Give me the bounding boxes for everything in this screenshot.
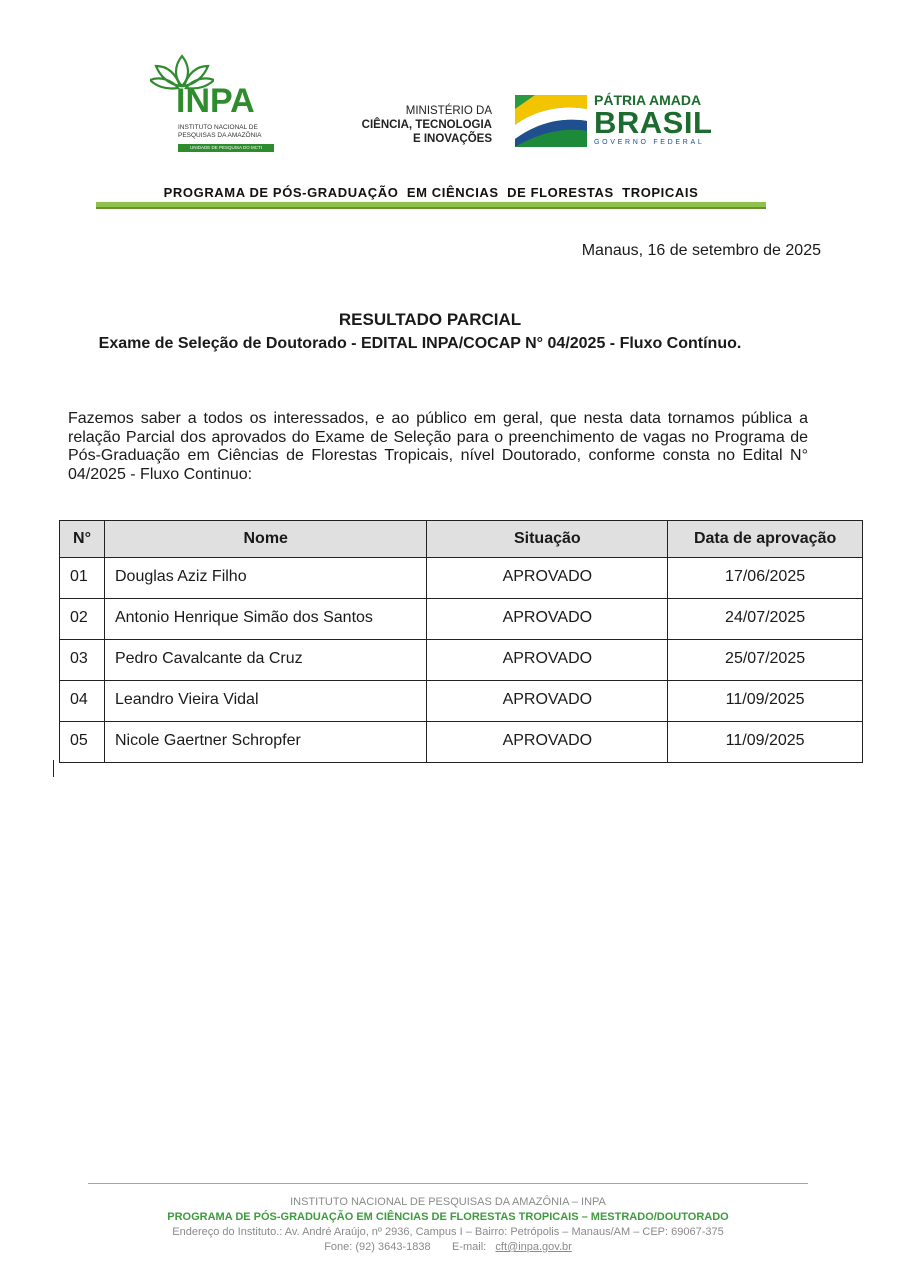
gov-line-1: PÁTRIA AMADA: [594, 92, 702, 108]
gov-line-3: GOVERNO FEDERAL: [594, 139, 705, 146]
footer-email-label: E-mail:: [452, 1241, 487, 1253]
cell-num: 02: [60, 599, 105, 640]
brazil-flag-icon: [515, 95, 587, 147]
text-cursor: [53, 760, 54, 777]
footer-program: PROGRAMA DE PÓS-GRADUAÇÃO EM CIÊNCIAS DE FLORESTAS TROPICAIS – MESTRADO/DOUTORADO: [167, 1211, 729, 1223]
cell-name: Pedro Cavalcante da Cruz: [104, 640, 427, 681]
cell-name: Nicole Gaertner Schropfer: [104, 722, 427, 763]
cell-date: 17/06/2025: [668, 558, 863, 599]
header-status: Situação: [427, 521, 668, 558]
table-header-row: [60, 521, 863, 558]
footer-contact: [88, 1240, 808, 1255]
inpa-tagline: UNIDADE DE PESQUISA DO MCTI: [178, 144, 274, 152]
document-subheading: Exame de Seleção de Doutorado - EDITAL INPA/COCAP N° 04/2025 - Fluxo Contínuo.: [98, 335, 742, 352]
cell-date: 25/07/2025: [668, 640, 863, 681]
gov-line-2: BRASIL: [594, 105, 713, 140]
cell-name: Leandro Vieira Vidal: [104, 681, 427, 722]
government-logo-text: [594, 93, 724, 148]
intro-paragraph: Fazemos saber a todos os interessados, e ao público em geral, que nesta data tornamos pública a relação Parcial dos aprovados do Exame de Seleção para o preenchimento de vagas no Programa de Pós-Graduação em Ciências de Florestas Tropicais, nível Doutorado, conforme consta no Edital N° 04/2025 - Fluxo Continuo:: [68, 410, 808, 483]
program-title: PROGRAMA DE PÓS-GRADUAÇÃO EM CIÊNCIAS DE FLORESTAS TROPICAIS: [163, 185, 699, 200]
cell-status: APROVADO: [427, 722, 668, 763]
document-date: Manaus, 16 de setembro de 2025: [581, 242, 821, 259]
header-date: Data de aprovação: [668, 521, 863, 558]
footer-institute: INSTITUTO NACIONAL DE PESQUISAS DA AMAZÔNIA – INPA: [290, 1196, 606, 1208]
cell-status: APROVADO: [427, 599, 668, 640]
cell-status: APROVADO: [427, 681, 668, 722]
ministry-line-2: CIÊNCIA, TECNOLOGIA: [361, 119, 492, 131]
cell-name: Antonio Henrique Simão dos Santos: [104, 599, 427, 640]
cell-name: Douglas Aziz Filho: [104, 558, 427, 599]
program-divider-shadow: [96, 207, 766, 209]
cell-date: 11/09/2025: [668, 681, 863, 722]
footer: [88, 1195, 808, 1255]
inpa-subtitle: INSTITUTO NACIONAL DE PESQUISAS DA AMAZÔNIA: [178, 124, 262, 139]
results-table: [59, 520, 863, 763]
document-heading: RESULTADO PARCIAL: [338, 310, 522, 329]
ministry-line-3: E INOVAÇÕES: [412, 133, 492, 145]
table-row: [60, 640, 863, 681]
cell-status: APROVADO: [427, 558, 668, 599]
cell-num: 04: [60, 681, 105, 722]
cell-num: 01: [60, 558, 105, 599]
footer-divider: [88, 1183, 808, 1184]
cell-num: 03: [60, 640, 105, 681]
cell-num: 05: [60, 722, 105, 763]
inpa-wordmark: INPA: [176, 82, 255, 120]
header-name: Nome: [104, 521, 427, 558]
table-row: [60, 558, 863, 599]
ministry-line-1: MINISTÉRIO DA: [405, 105, 492, 117]
footer-address: Endereço do Instituto.: Av. André Araújo, nº 2936, Campus I – Bairro: Petrópolis – Manaus/AM – CEP: 69067-375: [172, 1226, 724, 1238]
footer-phone: Fone: (92) 3643-1838: [324, 1241, 431, 1253]
cell-date: 11/09/2025: [668, 722, 863, 763]
table-row: [60, 722, 863, 763]
inpa-logo: [150, 52, 280, 156]
table-row: [60, 681, 863, 722]
cell-date: 24/07/2025: [668, 599, 863, 640]
table-row: [60, 599, 863, 640]
cell-status: APROVADO: [427, 640, 668, 681]
header-num: N°: [60, 521, 105, 558]
footer-email-link[interactable]: cft@inpa.gov.br: [495, 1241, 572, 1253]
ministry-logo-text: [330, 104, 492, 146]
